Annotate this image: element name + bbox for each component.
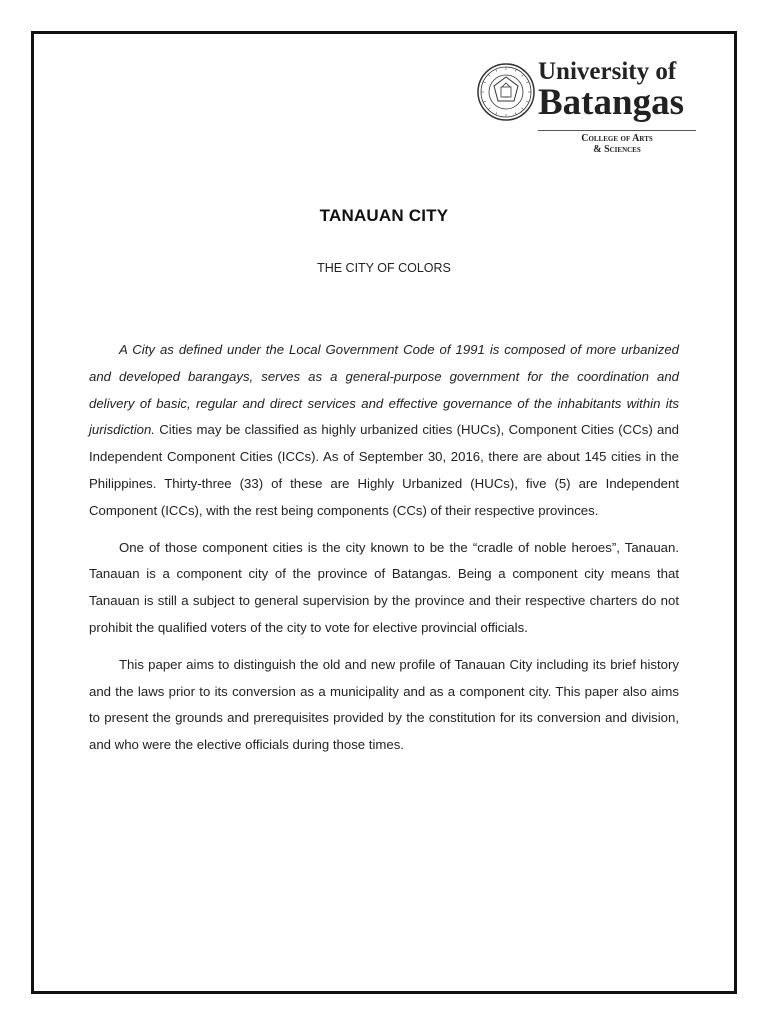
university-name-line1: University of [538,58,677,85]
university-logo [476,60,701,160]
logo-divider [538,130,696,131]
college-name-line2: & Sciences [593,144,641,155]
document-subtitle: THE CITY OF COLORS [317,261,451,275]
document-title: TANAUAN CITY [319,206,449,225]
university-name-line2: Batangas [538,82,684,123]
document-body [89,337,679,769]
paragraph-1 [89,337,679,525]
paragraph-2: One of those component cities is the city known to be the “cradle of noble heroes”, Tanauan. Tanauan is a component city of the province of Batangas. Being a component city means that Tanauan is still a subject to general supervision by the province and their respective charters do not prohibit the qualified voters of the city to vote for elective provincial officials. [89,539,679,635]
paragraph-1-italic: A City as defined under the Local Government Code of 1991 is composed of more urbanized and developed barangays, serves as a general-purpose government for the coordination and delivery of basic, regular and direct services and effective governance of the inhabitants within its jurisdiction. [89,342,679,438]
paragraph-1-text: Cities may be classified as highly urbanized cities (HUCs), Component Cities (CCs) and Independent Component Cities (ICCs). As of September 30, 2016, there are about 145 cities in the Philippines. Thirty-three (33) of these are Highly Urbanized (HUCs), five (5) are Independent Component (ICCs), with the rest being components (CCs) of their respective provinces. [89,422,679,518]
college-name [538,133,696,155]
paragraph-3: This paper aims to distinguish the old and new profile of Tanauan City including its brief history and the laws prior to its conversion as a municipality and as a component city. This paper also aims to present the grounds and prerequisites provided by the constitution for its conversion and division, and who were the elective officials during those times. [89,656,679,753]
college-name-line1: College of Arts [581,133,653,144]
university-seal-icon [476,62,536,122]
